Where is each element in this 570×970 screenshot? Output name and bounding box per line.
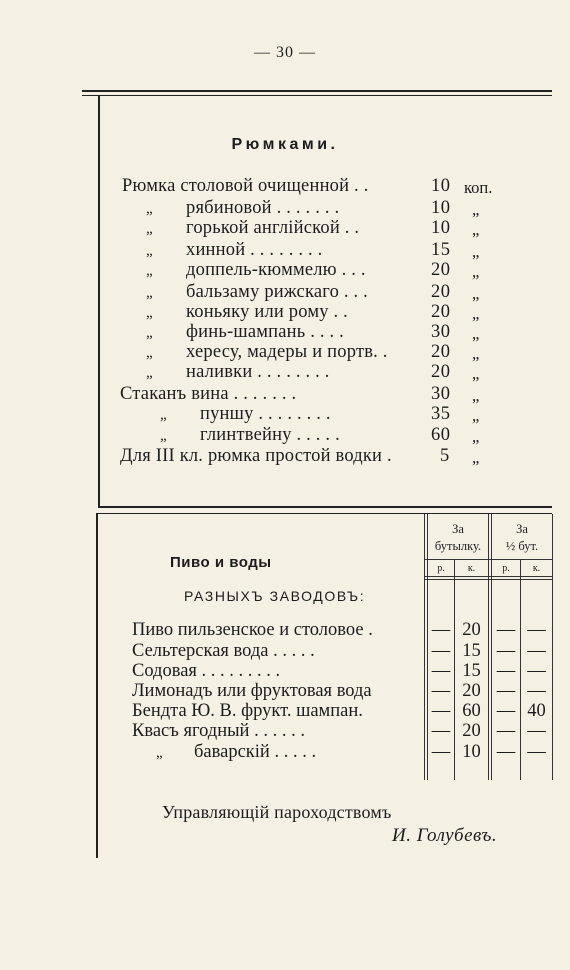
item-price: 10 — [431, 176, 451, 196]
ditto-mark: „ — [146, 243, 153, 259]
half-bottle-kopecks-cell: — — [527, 641, 546, 661]
table-row — [0, 620, 570, 642]
item-name: Квасъ ягодный . . . . . . — [132, 721, 305, 741]
price-unit: „ — [472, 304, 480, 323]
item-name: горькой англійской . . — [186, 218, 360, 238]
price-unit: „ — [472, 284, 480, 303]
table-header-rule — [424, 559, 552, 560]
bottle-rubles-cell: — — [431, 742, 451, 762]
bottle-rubles-cell: — — [431, 620, 451, 640]
item-name: финь-шампань . . . . — [186, 322, 344, 342]
price-unit: „ — [472, 344, 480, 363]
item-price: 30 — [431, 384, 451, 404]
item-name: Рюмка столовой очищенной . . — [122, 176, 369, 196]
item-price: 20 — [431, 302, 451, 322]
half-bottle-rubles-cell: — — [496, 620, 516, 640]
item-price: 20 — [431, 282, 451, 302]
bottle-kopecks-cell: 15 — [462, 661, 481, 681]
price-row — [0, 404, 570, 426]
price-row — [0, 322, 570, 344]
item-name: коньяку или рому . . — [186, 302, 349, 322]
half-bottle-rubles-cell: — — [496, 701, 516, 721]
section-subtitle-beer: РАЗНЫХЪ ЗАВОДОВЪ: — [184, 588, 366, 604]
half-bottle-rubles-cell: — — [496, 641, 516, 661]
item-name: Лимонадъ или фруктовая вода — [132, 681, 372, 701]
ditto-mark: „ — [160, 407, 167, 423]
price-row — [0, 425, 570, 447]
bottle-kopecks-cell: 10 — [462, 742, 481, 762]
half-bottle-kopecks-cell: — — [527, 742, 546, 762]
column-header-half-line1: За — [516, 522, 528, 536]
table-row — [0, 681, 570, 703]
unit-kopecks-bottle: к. — [467, 563, 476, 574]
bottle-kopecks-cell: 60 — [462, 701, 481, 721]
item-price: 10 — [431, 218, 451, 238]
item-price: 5 — [440, 446, 450, 466]
page-number: — 30 — — [254, 44, 316, 61]
unit-rubles-half: р. — [502, 563, 510, 574]
item-price: 20 — [431, 260, 451, 280]
section-divider — [98, 506, 552, 508]
top-rule — [82, 90, 552, 92]
price-unit: „ — [472, 364, 480, 383]
price-unit: „ — [472, 324, 480, 343]
item-price: 60 — [431, 425, 451, 445]
price-row — [0, 198, 570, 220]
price-unit: коп. — [464, 178, 493, 197]
price-row — [0, 446, 570, 468]
item-name: пуншу . . . . . . . . — [200, 404, 331, 424]
price-unit: „ — [472, 406, 480, 425]
column-header-bottle-line2: бутылку. — [434, 539, 482, 553]
item-name: баварскій . . . . . — [194, 742, 317, 762]
signatory-position: Управляющій пароходствомъ — [162, 802, 392, 822]
column-header-bottle — [428, 521, 488, 555]
table-row — [0, 701, 570, 723]
half-bottle-kopecks-cell: 40 — [527, 701, 546, 721]
price-row — [0, 282, 570, 304]
unit-rubles-bottle: р. — [437, 563, 445, 574]
price-row — [0, 342, 570, 364]
price-row — [0, 260, 570, 282]
table-row — [0, 661, 570, 683]
price-unit: „ — [472, 262, 480, 281]
bottle-kopecks-cell: 20 — [462, 721, 481, 741]
item-price: 10 — [431, 198, 451, 218]
item-name: бальзаму рижскаго . . . — [186, 282, 369, 302]
ditto-mark: „ — [146, 305, 153, 321]
column-header-half-line2: ½ бут. — [505, 539, 539, 553]
item-name: глинтвейну . . . . . — [200, 425, 340, 445]
ditto-mark: „ — [146, 263, 153, 279]
half-bottle-rubles-cell: — — [496, 742, 516, 762]
unit-kopecks-half: к. — [532, 563, 541, 574]
bottle-kopecks-cell: 20 — [462, 681, 481, 701]
item-price: 30 — [431, 322, 451, 342]
ditto-mark: „ — [146, 345, 153, 361]
column-header-bottle-line1: За — [452, 522, 464, 536]
price-row — [0, 240, 570, 262]
half-bottle-kopecks-cell: — — [527, 661, 546, 681]
bottle-rubles-cell: — — [431, 721, 451, 741]
bottle-rubles-cell: — — [431, 681, 451, 701]
price-unit: „ — [472, 448, 480, 467]
signatory-name: И. Голубевъ. — [392, 825, 498, 846]
item-name: рябиновой . . . . . . . — [186, 198, 340, 218]
half-bottle-kopecks-cell: — — [527, 620, 546, 640]
table-header-rule — [424, 579, 552, 580]
bottle-kopecks-cell: 15 — [462, 641, 481, 661]
table-row — [0, 742, 570, 764]
table-header-rule — [424, 576, 552, 577]
column-header-half-bottle — [492, 521, 552, 555]
table-row — [0, 641, 570, 663]
table-row — [0, 721, 570, 743]
bottle-kopecks-cell: 20 — [462, 620, 481, 640]
ditto-mark: „ — [146, 221, 153, 237]
item-name: наливки . . . . . . . . — [186, 362, 330, 382]
price-unit: „ — [472, 427, 480, 446]
ditto-mark: „ — [160, 428, 167, 444]
item-name: Бендта Ю. В. фрукт. шампан. — [132, 701, 363, 721]
item-price: 35 — [431, 404, 451, 424]
ditto-mark: „ — [146, 201, 153, 217]
item-price: 20 — [431, 362, 451, 382]
price-row — [0, 176, 570, 198]
price-row — [0, 302, 570, 324]
bottle-rubles-cell: — — [431, 641, 451, 661]
price-unit: „ — [472, 220, 480, 239]
ditto-mark: „ — [146, 325, 153, 341]
price-row — [0, 384, 570, 406]
section-title-beer: Пиво и воды — [170, 554, 272, 571]
price-row — [0, 362, 570, 384]
bottle-rubles-cell: — — [431, 661, 451, 681]
item-name: хинной . . . . . . . . — [186, 240, 323, 260]
section-title-glasses: Рюмками. — [231, 136, 339, 153]
item-name: Пиво пильзенское и столовое . — [132, 620, 373, 640]
item-price: 15 — [431, 240, 451, 260]
bottle-rubles-cell: — — [431, 701, 451, 721]
half-bottle-rubles-cell: — — [496, 681, 516, 701]
price-unit: „ — [472, 242, 480, 261]
item-name: Сельтерская вода . . . . . — [132, 641, 315, 661]
price-unit: „ — [472, 386, 480, 405]
ditto-mark: „ — [156, 745, 163, 761]
item-name: Для III кл. рюмка простой водки . — [120, 446, 392, 466]
item-name: доппель-кюммелю . . . — [186, 260, 366, 280]
item-name: хересу, мадеры и портв. . — [186, 342, 388, 362]
price-row — [0, 218, 570, 240]
item-name: Содовая . . . . . . . . . — [132, 661, 281, 681]
top-rule-thin — [82, 95, 552, 96]
ditto-mark: „ — [146, 285, 153, 301]
item-price: 20 — [431, 342, 451, 362]
price-unit: „ — [472, 200, 480, 219]
ditto-mark: „ — [146, 365, 153, 381]
half-bottle-rubles-cell: — — [496, 661, 516, 681]
half-bottle-kopecks-cell: — — [527, 721, 546, 741]
half-bottle-kopecks-cell: — — [527, 681, 546, 701]
item-name: Стаканъ вина . . . . . . . — [120, 384, 297, 404]
section-divider-thin — [96, 513, 552, 514]
half-bottle-rubles-cell: — — [496, 721, 516, 741]
